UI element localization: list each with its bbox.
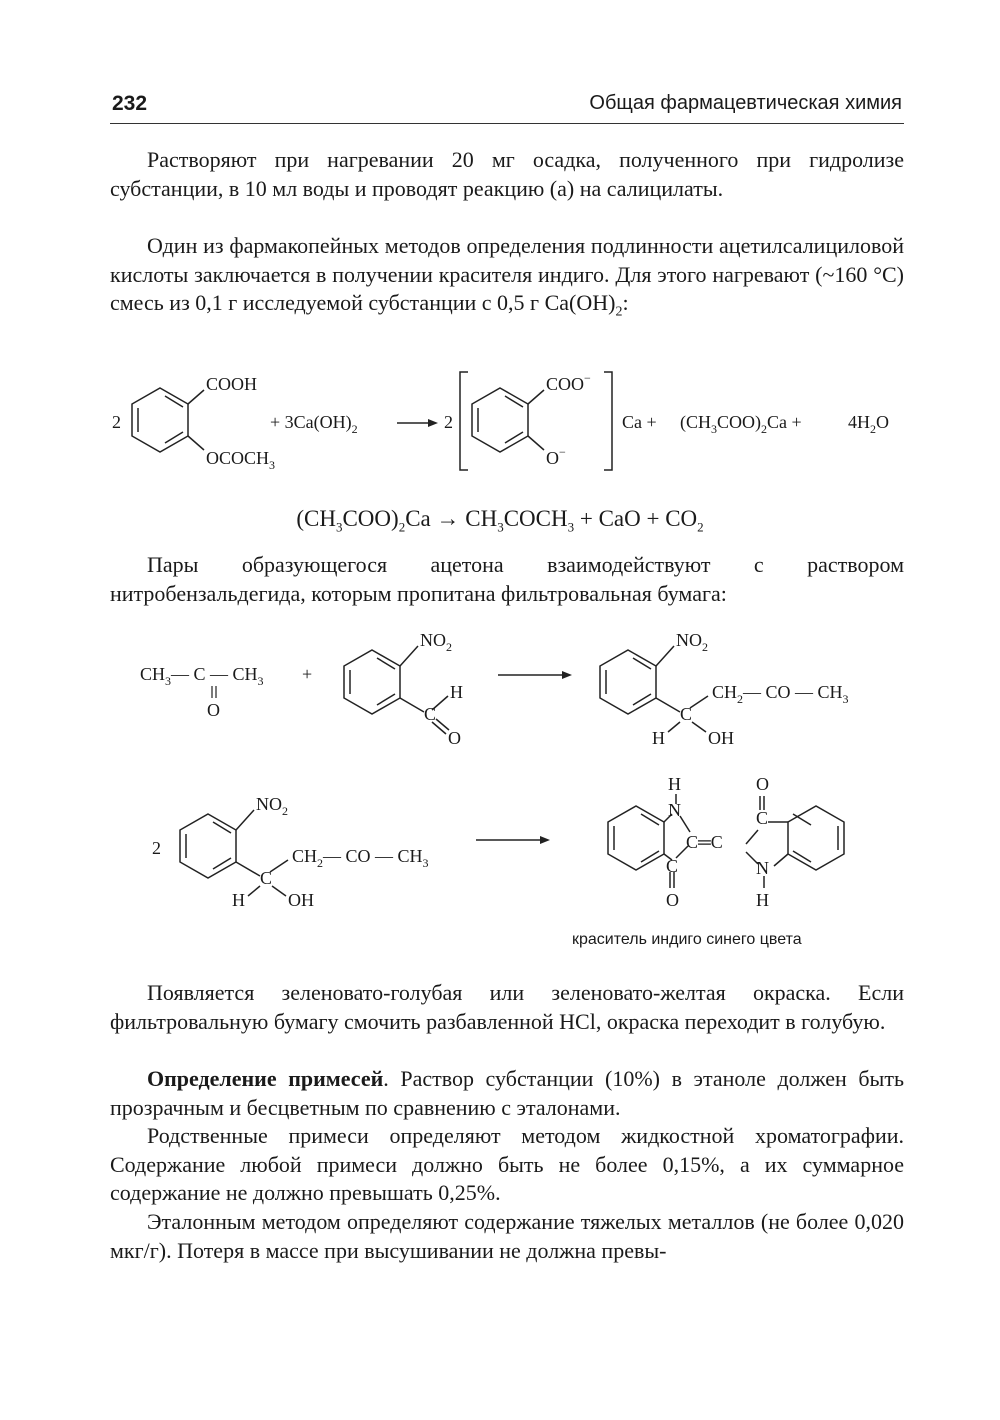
acetoxy-group [206, 448, 275, 472]
benzene-ring-salicylate [472, 388, 544, 452]
carbon-label: C [756, 808, 769, 828]
charge-superscript: − [584, 371, 591, 385]
colon: : [622, 290, 629, 316]
side-chain [712, 682, 849, 706]
nitro-label: NO [420, 630, 446, 650]
methylene-label: CH [712, 682, 738, 702]
page-number: 232 [112, 92, 148, 115]
paragraph-salicylate-test: Растворяют при нагревании 20 мг осадка, полученного при гидролизе субстанции, в 10 мл воды и проводят реакцию (а) на салицилаты. [110, 147, 904, 201]
paragraph-color-change: Появляется зеленовато-голубая или зеленовато-желтая окраска. Если фильтровальную бумагу смочить разбавленной HCl, окраска переходит в голубую. [110, 980, 904, 1034]
hydrogen-label: H [668, 774, 681, 794]
reaction-acetone-nitrobenzaldehyde [0, 620, 1000, 750]
indigo-caption: краситель индиго синего цвета [572, 931, 802, 948]
running-title: Общая фармацевтическая химия [589, 92, 902, 114]
subscript: 2 [317, 856, 324, 870]
chiral-carbon: C [680, 704, 693, 724]
square-brackets [460, 372, 612, 470]
subscript: 2 [615, 304, 623, 320]
header-divider [110, 123, 904, 124]
subscript: 2 [446, 640, 452, 654]
hydroxyl-group: OH [708, 728, 734, 748]
subscript: 2 [702, 640, 708, 654]
acetate-part-c: Ca + [767, 412, 802, 432]
subscript: 3 [165, 674, 172, 688]
paragraph-indigo-method [110, 232, 904, 327]
subscript: 3 [257, 674, 264, 688]
formula-part: COCH [503, 506, 568, 531]
side-chain [292, 846, 429, 870]
reaction-indigo-formation [0, 762, 1000, 922]
methyl-left: CH [140, 664, 166, 684]
paragraph-acetone-vapor: Пары образующегося ацетона взаимодействуют с раствором нитробензальдегида, которым пропитана фильтровальная бумага: [110, 552, 904, 606]
formula-part: Ca → CH [405, 506, 498, 531]
water-part-a: 4H [848, 412, 870, 432]
acetoxy-label: OCOCH [206, 448, 270, 468]
coefficient: 2 [152, 838, 161, 858]
paragraph-indigo-text: Один из фармакопейных методов определения подлинности ацетилсалициловой кислоты заключается в получении красителя индиго. Для этого нагревают (~160 °С) смесь из 0,1 г исследуемой субстанции с 0,5 г Ca(OH) [110, 233, 904, 316]
hydrogen-label: H [232, 890, 245, 910]
carboxylate-group [546, 371, 591, 394]
paragraph-impurities-text: . Раствор субстанции (10%) в этаноле должен быть прозрачным и бесцветным по сравнению с эталонами. [110, 1066, 904, 1120]
phenolate-oxygen [546, 445, 566, 468]
benzene-ring-aspirin [132, 388, 204, 452]
indigo-structure [608, 794, 844, 888]
hydrogen-label: H [652, 728, 665, 748]
formula-part: (CH [296, 506, 336, 531]
nitro-group [420, 630, 452, 654]
oxygen-label: O [666, 890, 679, 910]
calcium-product: Ca + [622, 412, 657, 432]
subscript: 2 [761, 422, 767, 436]
water-part-b: O [876, 412, 889, 432]
plus-sign: + [302, 664, 313, 684]
charge-superscript: − [559, 445, 566, 459]
subscript: 2 [697, 519, 704, 535]
subscript: 3 [422, 856, 429, 870]
nitro-label: NO [256, 794, 282, 814]
formula-part: + CaO + CO [574, 506, 698, 531]
aldehyde-carbon: C [424, 704, 437, 724]
water-product [848, 412, 889, 436]
oxygen-label: O [756, 774, 769, 794]
subscript: 3 [497, 519, 504, 535]
aldehyde-hydrogen: H [450, 682, 463, 702]
keto-chain: — CO — CH [323, 846, 423, 866]
carbon-label: C [666, 856, 679, 876]
oxygen-label: O [546, 448, 559, 468]
subscript: 2 [398, 519, 406, 535]
acetate-part-b: COO) [717, 412, 761, 432]
reagent-label: + 3Ca(OH) [270, 412, 352, 432]
formula-part: COO) [342, 506, 399, 531]
nitro-group [256, 794, 288, 818]
keto-chain: — CO — CH [743, 682, 843, 702]
nitro-label: NO [676, 630, 702, 650]
subscript: 3 [842, 692, 849, 706]
subscript: 3 [335, 519, 343, 535]
subscript: 2 [737, 692, 744, 706]
aldehyde-oxygen: O [448, 728, 461, 748]
central-double-bond: C═C [686, 832, 723, 852]
reaction-arrow [476, 836, 550, 844]
bold-heading: Определение примесей [147, 1066, 384, 1091]
subscript: 3 [269, 458, 276, 472]
chiral-carbon: C [260, 868, 273, 888]
reaction-arrow [397, 419, 438, 427]
calcium-acetate-decomposition [0, 506, 1000, 536]
nitro-group [676, 630, 708, 654]
subscript: 2 [282, 804, 288, 818]
paragraph-heavy-metals: Эталонным методом определяют содержание тяжелых металлов (не более 0,020 мкг/г). Потеря в массе при высушивании не должна превы- [110, 1209, 904, 1263]
carbonyl-double-bond [212, 686, 216, 698]
acetone [140, 664, 264, 688]
subscript: 3 [567, 519, 575, 535]
paragraph-related-impurities: Родственные примеси определяют методом жидкостной хроматографии. Содержание любой примеси должно быть не более 0,15%, а их суммарное содержание не должно превышать 0,25%. [110, 1123, 904, 1206]
carbonyl-chain: — C — CH [171, 664, 258, 684]
hydrogen-label: H [756, 890, 769, 910]
coefficient: 2 [444, 412, 453, 432]
acetate-part-a: (CH [680, 412, 711, 432]
subscript: 3 [711, 422, 717, 436]
carboxyl-group: COOH [206, 374, 258, 394]
paragraph-impurities [110, 1065, 904, 1122]
carboxylate-label: COO [546, 374, 585, 394]
calcium-hydroxide-reagent [270, 412, 358, 436]
reaction-arrow [498, 671, 572, 679]
calcium-acetate-product [680, 412, 802, 436]
carbonyl-oxygen: O [207, 700, 220, 720]
subscript: 2 [870, 422, 876, 436]
coefficient: 2 [112, 412, 121, 432]
subscript: 2 [351, 422, 358, 436]
nitrogen-label: N [668, 800, 681, 820]
hydroxyl-group: OH [288, 890, 314, 910]
reaction-aspirin-calcium-hydroxide [0, 368, 1000, 478]
nitrogen-label: N [756, 858, 769, 878]
methylene-label: CH [292, 846, 318, 866]
